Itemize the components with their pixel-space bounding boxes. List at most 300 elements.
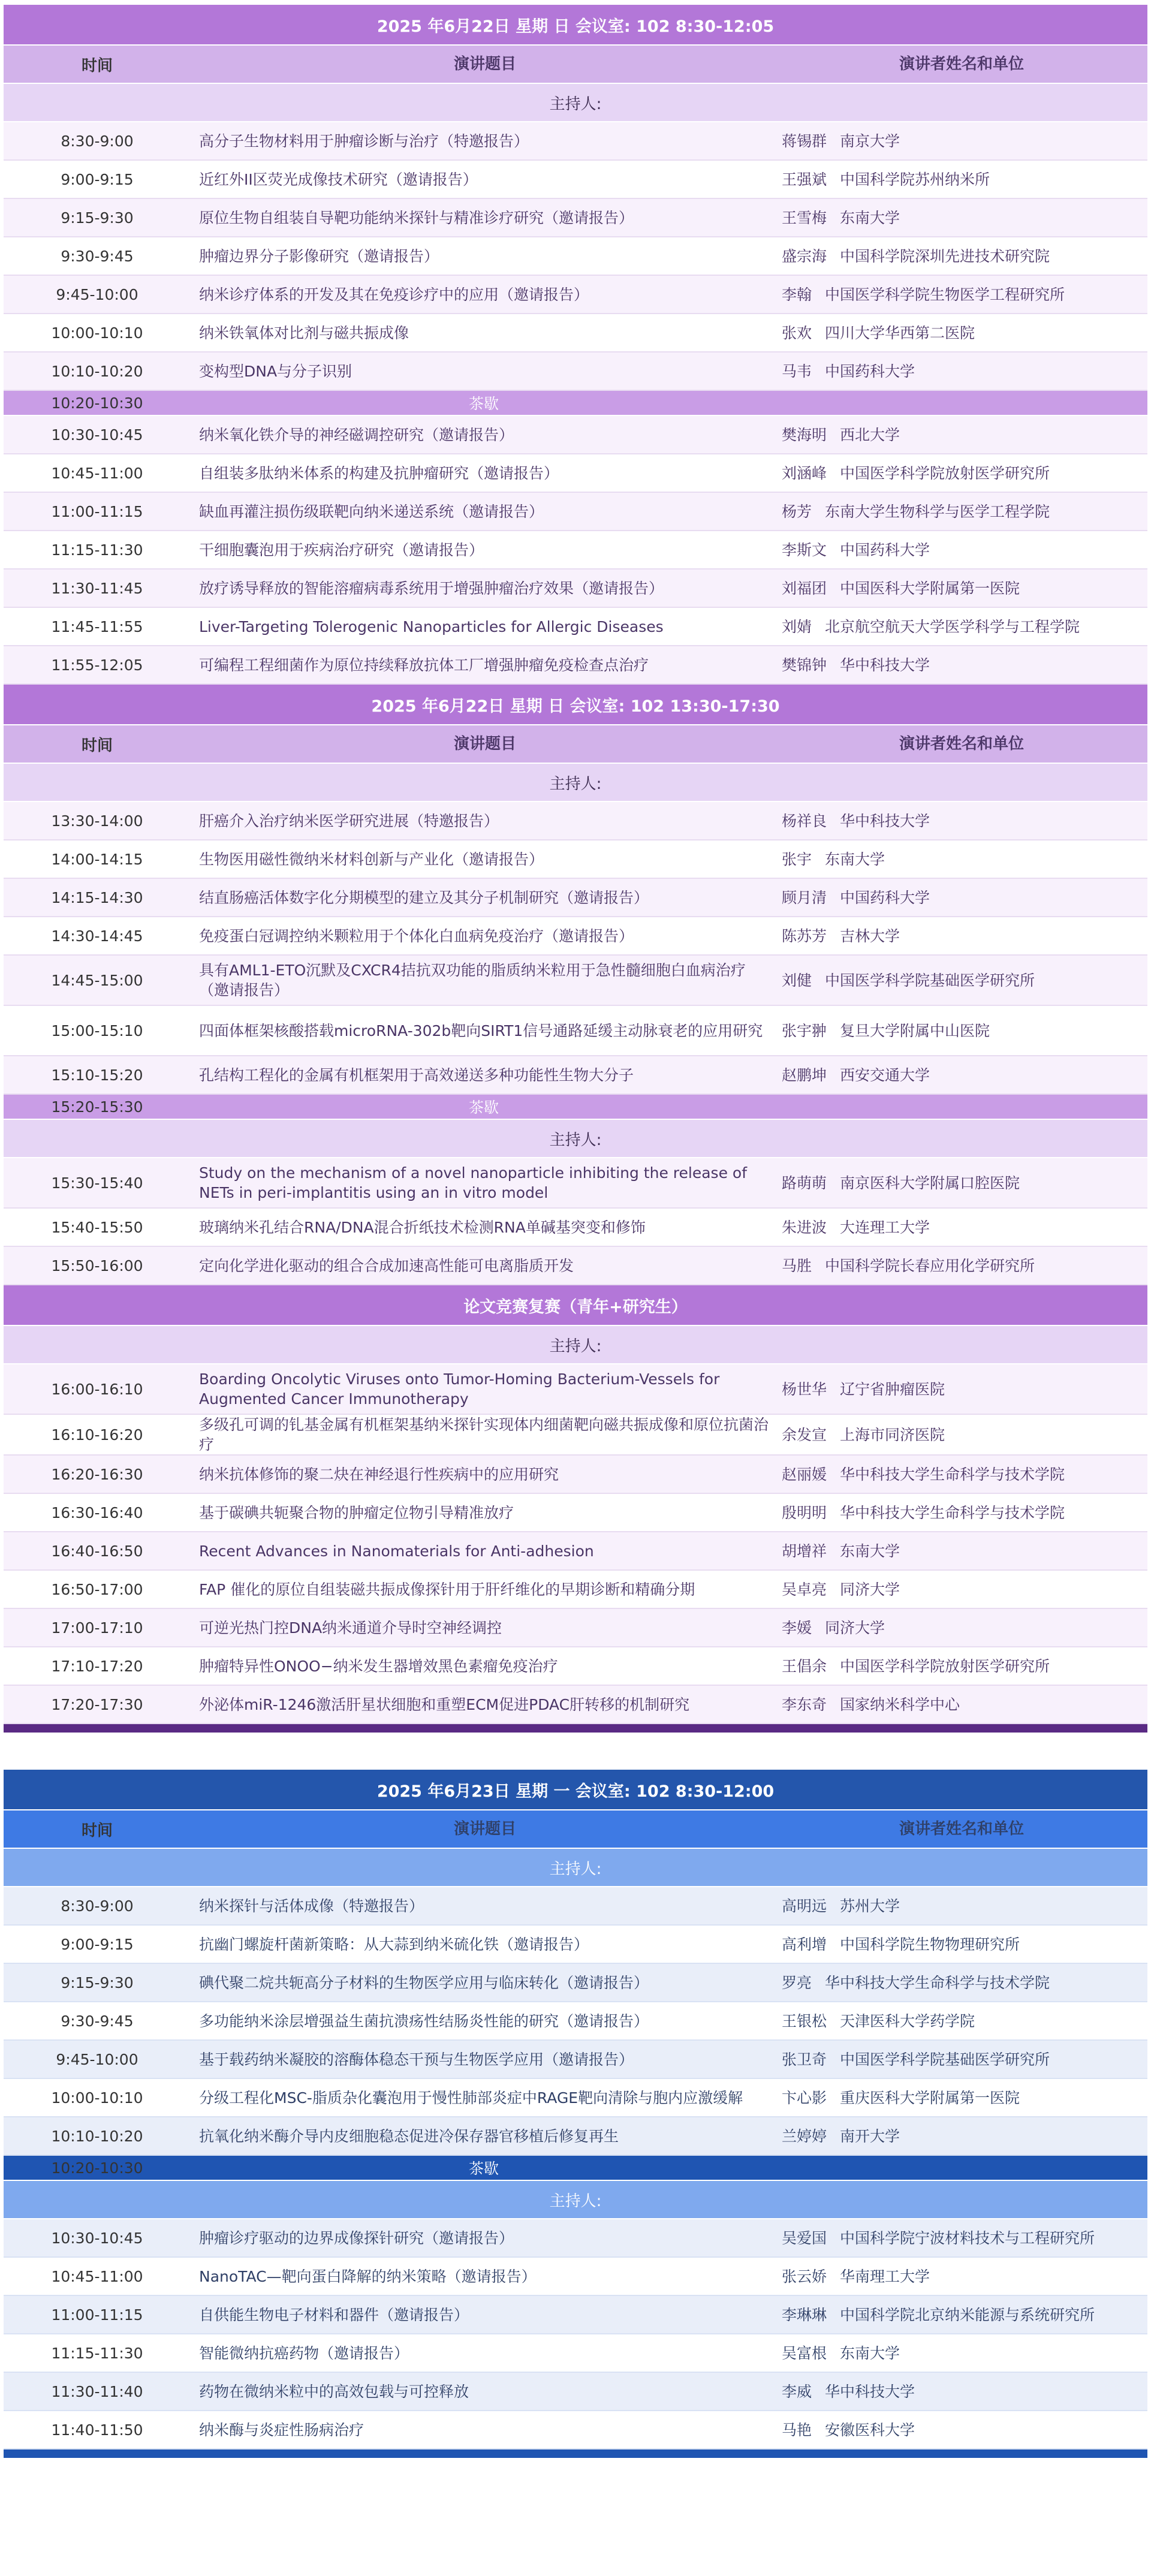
talk-list [4, 1364, 1147, 1724]
host-row [4, 2181, 1147, 2219]
speaker-org: 东南大学 [825, 850, 885, 868]
talk-speaker [777, 131, 1147, 151]
talk-title: 抗氧化纳米酶介导内皮细胞稳态促进冷保存器官移植后修复再生 [199, 2127, 619, 2145]
host-label: 主持人: [549, 775, 602, 793]
speaker-name: 罗亮 [782, 1974, 812, 1991]
talk-speaker [777, 1218, 1147, 1237]
talk-time: 9:45-10:00 [56, 285, 138, 303]
speaker-org: 华中科技大学生命科学与技术学院 [825, 1974, 1050, 1991]
table-row [4, 1964, 1147, 2002]
speaker-name: 马艳 [782, 2421, 812, 2439]
talk-time: 10:45-11:00 [51, 2267, 143, 2285]
speaker-org: 华中科技大学生命科学与技术学院 [840, 1465, 1065, 1483]
talk-speaker [777, 2305, 1147, 2325]
speaker-org: 中国科学院深圳先进技术研究院 [840, 247, 1050, 265]
speaker-name: 赵丽媛 [782, 1465, 827, 1483]
section-divider-bar [4, 2450, 1147, 2458]
speaker-name: 李翰 [782, 285, 812, 303]
talk-title: 基于载药纳米凝胶的溶酶体稳态干预与生物医学应用（邀请报告） [199, 2050, 634, 2068]
talk-speaker [777, 1021, 1147, 1041]
talk-title: 可逆光热门控DNA纳米通道介导时空神经调控 [199, 1619, 502, 1637]
talk-speaker [777, 1618, 1147, 1638]
talk-title: 近红外II区荧光成像技术研究（邀请报告） [199, 170, 478, 188]
talk-title: Liver-Targeting Tolerogenic Nanoparticles for Allergic Diseases [199, 617, 664, 635]
speaker-org: 东南大学生物科学与医学工程学院 [825, 502, 1050, 520]
break-row [4, 2156, 1147, 2181]
talk-speaker [777, 811, 1147, 831]
table-row [4, 1415, 1147, 1456]
speaker-name: 李威 [782, 2382, 812, 2400]
speaker-org: 吉林大学 [840, 927, 900, 945]
talk-speaker [777, 285, 1147, 305]
talk-speaker [777, 361, 1147, 381]
talk-title: 纳米铁氧体对比剂与磁共振成像 [199, 324, 409, 342]
speaker-name: 刘婧 [782, 617, 812, 635]
column-title: 演讲题目 [453, 734, 516, 753]
speaker-name: 高利增 [782, 1935, 827, 1953]
table-row [4, 2373, 1147, 2411]
speaker-name: 吴爱国 [782, 2229, 827, 2247]
speaker-name: 兰婷婷 [782, 2127, 827, 2145]
table-row [4, 1926, 1147, 1964]
talk-speaker [777, 2088, 1147, 2108]
speaker-name: 蒋锡群 [782, 132, 827, 150]
talk-speaker [777, 1379, 1147, 1399]
table-row [4, 454, 1147, 493]
session-3-title: 2025 年6月23日 星期 一 会议室: 102 8:30-12:00 [376, 1782, 775, 1801]
talk-time: 9:15-9:30 [61, 209, 134, 227]
talk-time: 11:45-11:55 [51, 617, 143, 635]
session-2 [4, 685, 1147, 1733]
talk-speaker [777, 1541, 1147, 1561]
speaker-org: 中国医学科学院生物医学工程研究所 [825, 285, 1065, 303]
speaker-name: 张云娇 [782, 2267, 827, 2285]
host-label: 主持人: [549, 1860, 602, 1878]
talk-list [4, 122, 1147, 391]
talk-list [4, 1887, 1147, 2156]
column-header-row [4, 46, 1147, 84]
talk-title: Boarding Oncolytic Viruses onto Tumor-Homing Bacterium-Vessels for Augmented Cancer Immunotherapy [199, 1370, 720, 1408]
contest-header [4, 1285, 1147, 1326]
talk-time: 8:30-9:00 [61, 132, 134, 150]
talk-title: 纳米氧化铁介导的神经磁调控研究（邀请报告） [199, 426, 514, 444]
table-row [4, 122, 1147, 161]
talk-title: 多功能纳米涂层增强益生菌抗溃疡性结肠炎性能的研究（邀请报告） [199, 2012, 649, 2030]
speaker-name: 李琳琳 [782, 2306, 827, 2324]
table-row [4, 531, 1147, 570]
table-row [4, 1247, 1147, 1285]
table-row [4, 608, 1147, 646]
talk-time: 16:50-17:00 [51, 1580, 143, 1598]
talk-speaker [777, 2011, 1147, 2031]
talk-title: 具有AML1-ETO沉默及CXCR4拮抗双功能的脂质纳米粒用于急性髓细胞白血病治疗（邀请报告） [199, 962, 746, 999]
talk-time: 15:00-15:10 [51, 1022, 143, 1040]
talk-time: 17:00-17:10 [51, 1619, 143, 1637]
speaker-org: 东南大学 [840, 1542, 900, 1560]
table-row [4, 1158, 1147, 1209]
speaker-org: 中国医科大学附属第一医院 [840, 579, 1020, 597]
break-time: 15:20-15:30 [51, 1098, 143, 1116]
talk-speaker [777, 655, 1147, 675]
talk-speaker [777, 2126, 1147, 2146]
talk-title: 纳米诊疗体系的开发及其在免疫诊疗中的应用（邀请报告） [199, 285, 589, 303]
talk-time: 9:45-10:00 [56, 2050, 138, 2068]
speaker-org: 南京大学 [840, 132, 900, 150]
speaker-org: 中国科学院苏州纳米所 [840, 170, 990, 188]
speaker-org: 中国科学院长春应用化学研究所 [825, 1257, 1035, 1275]
talk-time: 10:10-10:20 [51, 2127, 143, 2145]
talk-speaker [777, 502, 1147, 522]
talk-speaker [777, 2228, 1147, 2248]
talk-time: 15:30-15:40 [51, 1174, 143, 1192]
host-row [4, 764, 1147, 802]
talk-time: 14:45-15:00 [51, 971, 143, 989]
column-title: 演讲题目 [453, 1819, 516, 1838]
speaker-org: 辽宁省肿瘤医院 [840, 1380, 945, 1398]
talk-speaker [777, 2343, 1147, 2363]
talk-list [4, 1158, 1147, 1285]
talk-title: 分级工程化MSC-脂质杂化囊泡用于慢性肺部炎症中RAGE靶向清除与胞内应激缓解 [199, 2089, 743, 2107]
break-time: 10:20-10:30 [51, 2159, 143, 2177]
talk-time: 11:30-11:45 [51, 579, 143, 597]
speaker-org: 北京航空航天大学医学科学与工程学院 [825, 617, 1080, 635]
table-row [4, 2296, 1147, 2334]
speaker-name: 刘健 [782, 971, 812, 989]
table-row [4, 2258, 1147, 2296]
table-row [4, 1686, 1147, 1724]
speaker-name: 王倡余 [782, 1657, 827, 1675]
speaker-org: 西北大学 [840, 426, 900, 444]
speaker-name: 吴卓亮 [782, 1580, 827, 1598]
table-row [4, 1209, 1147, 1247]
talk-speaker [777, 1935, 1147, 1954]
table-row [4, 2117, 1147, 2156]
talk-speaker [777, 1695, 1147, 1715]
table-row [4, 2219, 1147, 2258]
speaker-name: 高明远 [782, 1897, 827, 1915]
table-row [4, 956, 1147, 1006]
column-header-row [4, 1810, 1147, 1849]
speaker-name: 赵鹏坤 [782, 1066, 827, 1084]
speaker-org: 东南大学 [840, 2344, 900, 2362]
talk-speaker [777, 323, 1147, 343]
speaker-name: 余发宣 [782, 1426, 827, 1444]
host-label: 主持人: [549, 1337, 602, 1355]
talk-title: 干细胞囊泡用于疾病治疗研究（邀请报告） [199, 541, 484, 559]
talk-title: FAP 催化的原位自组装磁共振成像探针用于肝纤维化的早期诊断和精确分期 [199, 1580, 695, 1598]
column-speaker: 演讲者姓名和单位 [899, 734, 1024, 753]
talk-speaker [777, 617, 1147, 637]
talk-time: 15:10-15:20 [51, 1066, 143, 1084]
speaker-name: 吴富根 [782, 2344, 827, 2362]
session-2-title: 2025 年6月22日 星期 日 会议室: 102 13:30-17:30 [371, 697, 780, 716]
speaker-name: 杨祥良 [782, 812, 827, 830]
table-row [4, 840, 1147, 879]
column-speaker: 演讲者姓名和单位 [899, 1819, 1024, 1838]
speaker-org: 中国药科大学 [840, 541, 930, 559]
speaker-org: 国家纳米科学中心 [840, 1695, 960, 1713]
speaker-org: 重庆医科大学附属第一医院 [840, 2089, 1020, 2107]
talk-time: 16:30-16:40 [51, 1504, 143, 1522]
talk-speaker [777, 2050, 1147, 2069]
speaker-org: 南开大学 [840, 2127, 900, 2145]
talk-time: 10:10-10:20 [51, 362, 143, 380]
talk-time: 11:15-11:30 [51, 541, 143, 559]
talk-title: 肿瘤诊疗驱动的边界成像探针研究（邀请报告） [199, 2229, 514, 2247]
speaker-name: 张宇翀 [782, 1022, 827, 1040]
table-row [4, 1494, 1147, 1532]
talk-speaker [777, 170, 1147, 189]
table-row [4, 493, 1147, 531]
table-row [4, 1609, 1147, 1647]
table-row [4, 1056, 1147, 1095]
talk-time: 8:30-9:00 [61, 1897, 134, 1915]
talk-title: 放疗诱导释放的智能溶瘤病毒系统用于增强肿瘤治疗效果（邀请报告） [199, 579, 664, 597]
speaker-name: 陈苏芳 [782, 927, 827, 945]
speaker-org: 安徽医科大学 [825, 2421, 915, 2439]
talk-time: 11:40-11:50 [51, 2421, 143, 2439]
talk-speaker [777, 926, 1147, 946]
break-label: 茶歇 [468, 395, 499, 412]
speaker-name: 樊海明 [782, 426, 827, 444]
table-row [4, 2002, 1147, 2041]
talk-speaker [777, 1973, 1147, 1993]
session-3 [4, 1770, 1147, 2458]
talk-time: 13:30-14:00 [51, 812, 143, 830]
talk-time: 15:40-15:50 [51, 1218, 143, 1236]
talk-speaker [777, 1580, 1147, 1599]
table-row [4, 1456, 1147, 1494]
talk-time: 16:10-16:20 [51, 1426, 143, 1444]
talk-time: 11:30-11:40 [51, 2382, 143, 2400]
talk-time: 10:30-10:45 [51, 2229, 143, 2247]
talk-title: 纳米酶与炎症性肠病治疗 [199, 2421, 364, 2439]
talk-list [4, 2219, 1147, 2450]
session-3-header [4, 1770, 1147, 1810]
speaker-org: 天津医科大学药学院 [840, 2012, 975, 2030]
talk-time: 10:30-10:45 [51, 426, 143, 444]
table-row [4, 1571, 1147, 1609]
talk-speaker [777, 208, 1147, 228]
talk-time: 14:15-14:30 [51, 888, 143, 906]
talk-speaker [777, 463, 1147, 483]
column-time: 时间 [81, 56, 113, 75]
break-time: 10:20-10:30 [51, 394, 143, 412]
break-row [4, 1095, 1147, 1120]
talk-title: 高分子生物材料用于肿瘤诊断与治疗（特邀报告） [199, 132, 529, 150]
column-time: 时间 [81, 736, 113, 755]
speaker-org: 同济大学 [825, 1619, 885, 1637]
table-row [4, 2041, 1147, 2079]
talk-speaker [777, 2420, 1147, 2440]
speaker-name: 李媛 [782, 1619, 812, 1637]
talk-speaker [777, 1896, 1147, 1916]
table-row [4, 570, 1147, 608]
speaker-name: 殷明明 [782, 1504, 827, 1522]
speaker-name: 刘涵峰 [782, 464, 827, 482]
speaker-org: 西安交通大学 [840, 1066, 930, 1084]
table-row [4, 1364, 1147, 1415]
talk-time: 11:00-11:15 [51, 2306, 143, 2324]
session-1 [4, 5, 1147, 685]
talk-list [4, 802, 1147, 1095]
table-row [4, 237, 1147, 276]
talk-title: 缺血再灌注损伤级联靶向纳米递送系统（邀请报告） [199, 502, 544, 520]
speaker-name: 王银松 [782, 2012, 827, 2030]
speaker-name: 胡增祥 [782, 1542, 827, 1560]
speaker-name: 马胜 [782, 1257, 812, 1275]
talk-time: 9:30-9:45 [61, 247, 134, 265]
host-label: 主持人: [549, 95, 602, 113]
table-row [4, 161, 1147, 199]
speaker-org: 华中科技大学 [840, 812, 930, 830]
table-row [4, 199, 1147, 237]
talk-title: 四面体框架核酸搭载microRNA-302b靶向SIRT1信号通路延缓主动脉衰老的应用研究 [199, 1022, 763, 1040]
speaker-name: 顾月清 [782, 888, 827, 906]
table-row [4, 314, 1147, 352]
talk-title: 智能微纳抗癌药物（邀请报告） [199, 2344, 409, 2362]
speaker-org: 中国科学院生物物理研究所 [840, 1935, 1020, 1953]
column-title: 演讲题目 [453, 55, 516, 73]
talk-speaker [777, 579, 1147, 598]
talk-time: 9:00-9:15 [61, 1935, 134, 1953]
speaker-org: 中国医学科学院基础医学研究所 [840, 2050, 1050, 2068]
speaker-name: 樊锦钟 [782, 656, 827, 674]
session-2-header [4, 685, 1147, 725]
talk-time: 14:00-14:15 [51, 850, 143, 868]
talk-title: 外泌体miR-1246激活肝星状细胞和重塑ECM促进PDAC肝转移的机制研究 [199, 1695, 690, 1713]
talk-title: 自组装多肽纳米体系的构建及抗肿瘤研究（邀请报告） [199, 464, 559, 482]
talk-time: 17:20-17:30 [51, 1695, 143, 1713]
talk-time: 10:00-10:10 [51, 2089, 143, 2107]
talk-time: 11:00-11:15 [51, 502, 143, 520]
talk-speaker [777, 1065, 1147, 1085]
talk-title: 结直肠癌活体数字化分期模型的建立及其分子机制研究（邀请报告） [199, 888, 649, 906]
talk-time: 10:00-10:10 [51, 324, 143, 342]
talk-speaker [777, 971, 1147, 990]
contest-title: 论文竞赛复赛（青年+研究生） [463, 1297, 688, 1316]
talk-speaker [777, 1656, 1147, 1676]
talk-title: Recent Advances in Nanomaterials for Anti-adhesion [199, 1542, 594, 1560]
speaker-org: 中国药科大学 [825, 362, 915, 380]
table-row [4, 416, 1147, 454]
speaker-name: 王雪梅 [782, 209, 827, 227]
table-row [4, 917, 1147, 956]
talk-time: 10:45-11:00 [51, 464, 143, 482]
table-row [4, 2334, 1147, 2373]
talk-speaker [777, 888, 1147, 908]
column-header-row [4, 725, 1147, 764]
speaker-name: 王强斌 [782, 170, 827, 188]
talk-title: 碘代聚二烷共轭高分子材料的生物医学应用与临床转化（邀请报告） [199, 1974, 649, 1991]
speaker-org: 中国药科大学 [840, 888, 930, 906]
talk-title: 肿瘤边界分子影像研究（邀请报告） [199, 247, 439, 265]
speaker-org: 中国科学院北京纳米能源与系统研究所 [840, 2306, 1095, 2324]
speaker-name: 盛宗海 [782, 247, 827, 265]
talk-title: 基于碳碘共轭聚合物的肿瘤定位物引导精准放疗 [199, 1504, 514, 1522]
talk-title: Study on the mechanism of a novel nanoparticle inhibiting the release of NETs in peri-implantitis using an in vitro model [199, 1164, 747, 1201]
talk-title: NanoTAC—靶向蛋白降解的纳米策略（邀请报告） [199, 2267, 537, 2285]
table-row [4, 879, 1147, 917]
talk-time: 11:55-12:05 [51, 656, 143, 674]
talk-speaker [777, 425, 1147, 445]
talk-title: 多级孔可调的钆基金属有机框架基纳米探针实现体内细菌靶向磁共振成像和原位抗菌治疗 [199, 1416, 769, 1453]
table-row [4, 2079, 1147, 2117]
talk-title: 玻璃纳米孔结合RNA/DNA混合折纸技术检测RNA单碱基突变和修饰 [199, 1218, 646, 1236]
talk-title: 纳米抗体修饰的聚二炔在神经退行性疾病中的应用研究 [199, 1465, 559, 1483]
talk-title: 变构型DNA与分子识别 [199, 362, 352, 380]
talk-speaker [777, 2382, 1147, 2402]
talk-title: 自供能生物电子材料和器件（邀请报告） [199, 2306, 469, 2324]
host-row [4, 1120, 1147, 1158]
host-row [4, 84, 1147, 122]
speaker-org: 华南理工大学 [840, 2267, 930, 2285]
speaker-org: 南京医科大学附属口腔医院 [840, 1174, 1020, 1192]
talk-time: 15:50-16:00 [51, 1257, 143, 1275]
host-label: 主持人: [549, 1131, 602, 1149]
table-row [4, 1006, 1147, 1056]
speaker-org: 中国科学院宁波材料技术与工程研究所 [840, 2229, 1095, 2247]
speaker-name: 张卫奇 [782, 2050, 827, 2068]
talk-title: 孔结构工程化的金属有机框架用于高效递送多种功能性生物大分子 [199, 1066, 634, 1084]
talk-title: 抗幽门螺旋杆菌新策略：从大蒜到纳米硫化铁（邀请报告） [199, 1935, 589, 1953]
column-speaker: 演讲者姓名和单位 [899, 55, 1024, 73]
table-row [4, 276, 1147, 314]
talk-time: 9:30-9:45 [61, 2012, 134, 2030]
table-row [4, 352, 1147, 391]
speaker-name: 杨世华 [782, 1380, 827, 1398]
talk-time: 11:15-11:30 [51, 2344, 143, 2362]
speaker-org: 中国医学科学院放射医学研究所 [840, 1657, 1050, 1675]
table-row [4, 1532, 1147, 1571]
talk-speaker [777, 2267, 1147, 2286]
table-row [4, 802, 1147, 840]
speaker-org: 复旦大学附属中山医院 [840, 1022, 990, 1040]
talk-speaker [777, 1503, 1147, 1523]
talk-time: 9:00-9:15 [61, 170, 134, 188]
host-row [4, 1849, 1147, 1887]
speaker-name: 李斯文 [782, 541, 827, 559]
section-divider-bar [4, 1724, 1147, 1733]
speaker-name: 张欢 [782, 324, 812, 342]
break-row [4, 391, 1147, 416]
talk-title: 生物医用磁性微纳米材料创新与产业化（邀请报告） [199, 850, 544, 868]
speaker-name: 杨芳 [782, 502, 812, 520]
speaker-name: 刘福团 [782, 579, 827, 597]
talk-speaker [777, 1425, 1147, 1445]
speaker-org: 同济大学 [840, 1580, 900, 1598]
talk-speaker [777, 849, 1147, 869]
speaker-name: 路萌萌 [782, 1174, 827, 1192]
talk-title: 肝癌介入治疗纳米医学研究进展（特邀报告） [199, 812, 499, 830]
talk-speaker [777, 246, 1147, 266]
speaker-org: 上海市同济医院 [840, 1426, 945, 1444]
talk-speaker [777, 1256, 1147, 1276]
talk-title: 可编程工程细菌作为原位持续释放抗体工厂增强肿瘤免疫检查点治疗 [199, 656, 649, 674]
speaker-name: 马韦 [782, 362, 812, 380]
table-row [4, 2411, 1147, 2450]
speaker-org: 中国医学科学院放射医学研究所 [840, 464, 1050, 482]
speaker-org: 华中科技大学 [825, 2382, 915, 2400]
talk-time: 16:20-16:30 [51, 1465, 143, 1483]
talk-time: 14:30-14:45 [51, 927, 143, 945]
host-label: 主持人: [549, 2192, 602, 2210]
table-row [4, 1647, 1147, 1686]
column-time: 时间 [81, 1821, 113, 1840]
talk-speaker [777, 1173, 1147, 1193]
talk-title: 免疫蛋白冠调控纳米颗粒用于个体化白血病免疫治疗（邀请报告） [199, 927, 634, 945]
speaker-org: 东南大学 [840, 209, 900, 227]
